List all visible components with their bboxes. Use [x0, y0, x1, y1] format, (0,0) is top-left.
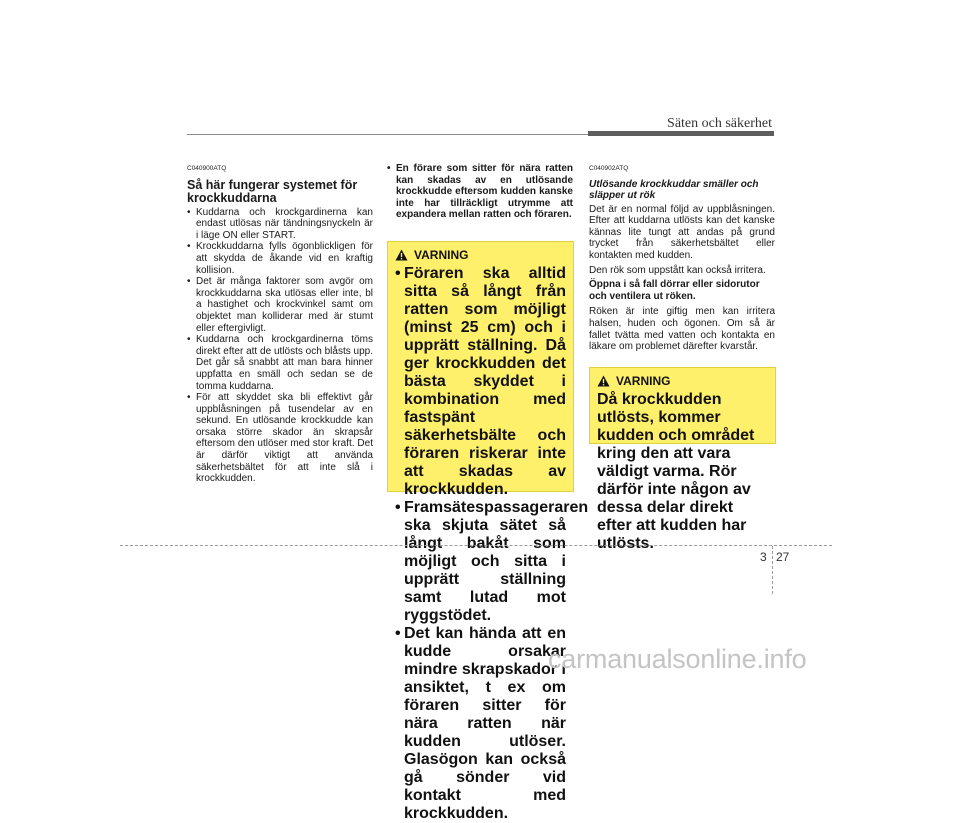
page-number: 27: [776, 550, 790, 564]
warning-title: VARNING: [414, 248, 469, 262]
section-heading: Så här fungerar systemet för krockkuddarna: [187, 177, 358, 205]
section-title: Säten och säkerhet: [667, 116, 772, 131]
list-item: • För att skyddet ska bli effektivt går uppblåsningen på tusendelar av en sekund. En utlösande krockkudde kan orsaka större skador än skrapsår eftersom den utlöser med stor kraft. Det är därför viktigt att använda säkerhetsbältet för att inte slå i krockkudden.: [187, 392, 373, 485]
header-bar: [588, 131, 774, 136]
list-item: • Framsätespassageraren ska skjuta sätet så långt bakåt som möjligt och sitta i upprätt ställning samt lutad mot ryggstödet.: [395, 499, 566, 625]
warning-triangle-icon: [597, 375, 610, 387]
column-1: [187, 163, 373, 485]
list-item: • Krockkuddarna fylls ögonblickligen för att skydda de åkande vid en kraftig kollision.: [187, 241, 373, 276]
list-item-bold: • En förare som sitter för nära ratten kan skadas av en utlösande krockkudde eftersom kudden kanske inte har tillräckligt utrymme att expandera mellan ratten och föraren.: [387, 163, 573, 221]
section-heading: Utlösande krockkuddar smäller och släpper ut rök: [589, 178, 759, 202]
warning-header: [395, 248, 566, 262]
paragraph: Röken är inte giftig men kan irritera halsen, huden och ögonen. Om så är fallet tvätta med vatten och kontakta en läkare om problemet därefter kvarstår.: [589, 306, 775, 353]
list-item: • Kuddarna och krockgardinerna kan endast utlösas när tändningsnyckeln är i läge ON eller START.: [187, 207, 373, 242]
warning-header: [597, 374, 768, 388]
column-2: [387, 163, 573, 221]
footer-rule: [120, 545, 832, 546]
column-3: [589, 163, 775, 356]
list-item: • Föraren ska alltid sitta så långt från ratten som möjligt (minst 25 cm) och i upprätt ställning. Då ger krockkudden det bästa skyddet i kombination med fastspänt säkerhetsbälte och föraren riskerar inte att skadas av krockkudden.: [395, 265, 566, 499]
list-item: • Det är många faktorer som avgör om krockkuddarna ska utlösas eller inte, bl a hastighet och krockvinkel samt om objektet man kolliderar med är stumt eller eftergivligt.: [187, 276, 373, 334]
chapter-number: 3: [760, 550, 767, 564]
section-code: C040900ATQ: [187, 165, 227, 172]
warning-text: Då krockkudden utlösts, kommer kudden och området kring den att vara väldigt varma. Rör därför inte någon av dessa delar direkt efter att kudden har utlösts.: [597, 391, 755, 552]
bullet-list: [387, 163, 573, 221]
warning-triangle-icon: [395, 249, 408, 261]
warning-box: [589, 367, 776, 552]
bullet-list: [187, 207, 373, 485]
warning-list: [395, 265, 589, 823]
warning-title: VARNING: [616, 374, 671, 388]
paragraph: Det är en normal följd av uppblåsningen. Efter att kuddarna utlösts kan det kanske kännas lite tungt att andas på grund trycket från säkerhetsbältet eller kontakten med kudden.: [589, 203, 775, 261]
warning-box: [387, 241, 589, 822]
watermark: carmanualsonline.info: [548, 644, 807, 674]
section-code: C040902ATQ: [589, 165, 629, 172]
list-item: • Det kan hända att en kudde orsakar mindre skrapskador i ansiktet, t ex om föraren sitter för nära ratten när kudden utlöser. Glasögon kan också gå sönder vid kontakt med krockkudden.: [395, 625, 566, 823]
paragraph-bold: Öppna i så fall dörrar eller sidorutor och ventilera ut röken.: [589, 279, 760, 302]
list-item: • Kuddarna och krockgardinerna töms direkt efter att de utlösts och blåsts upp. Det går så snabbt att man bara hinner uppfatta en smäll och sedan se de tomma kuddarna.: [187, 334, 373, 392]
footer-divider: [772, 546, 773, 594]
paragraph: Den rök som uppstått kan också irritera.: [589, 264, 766, 276]
